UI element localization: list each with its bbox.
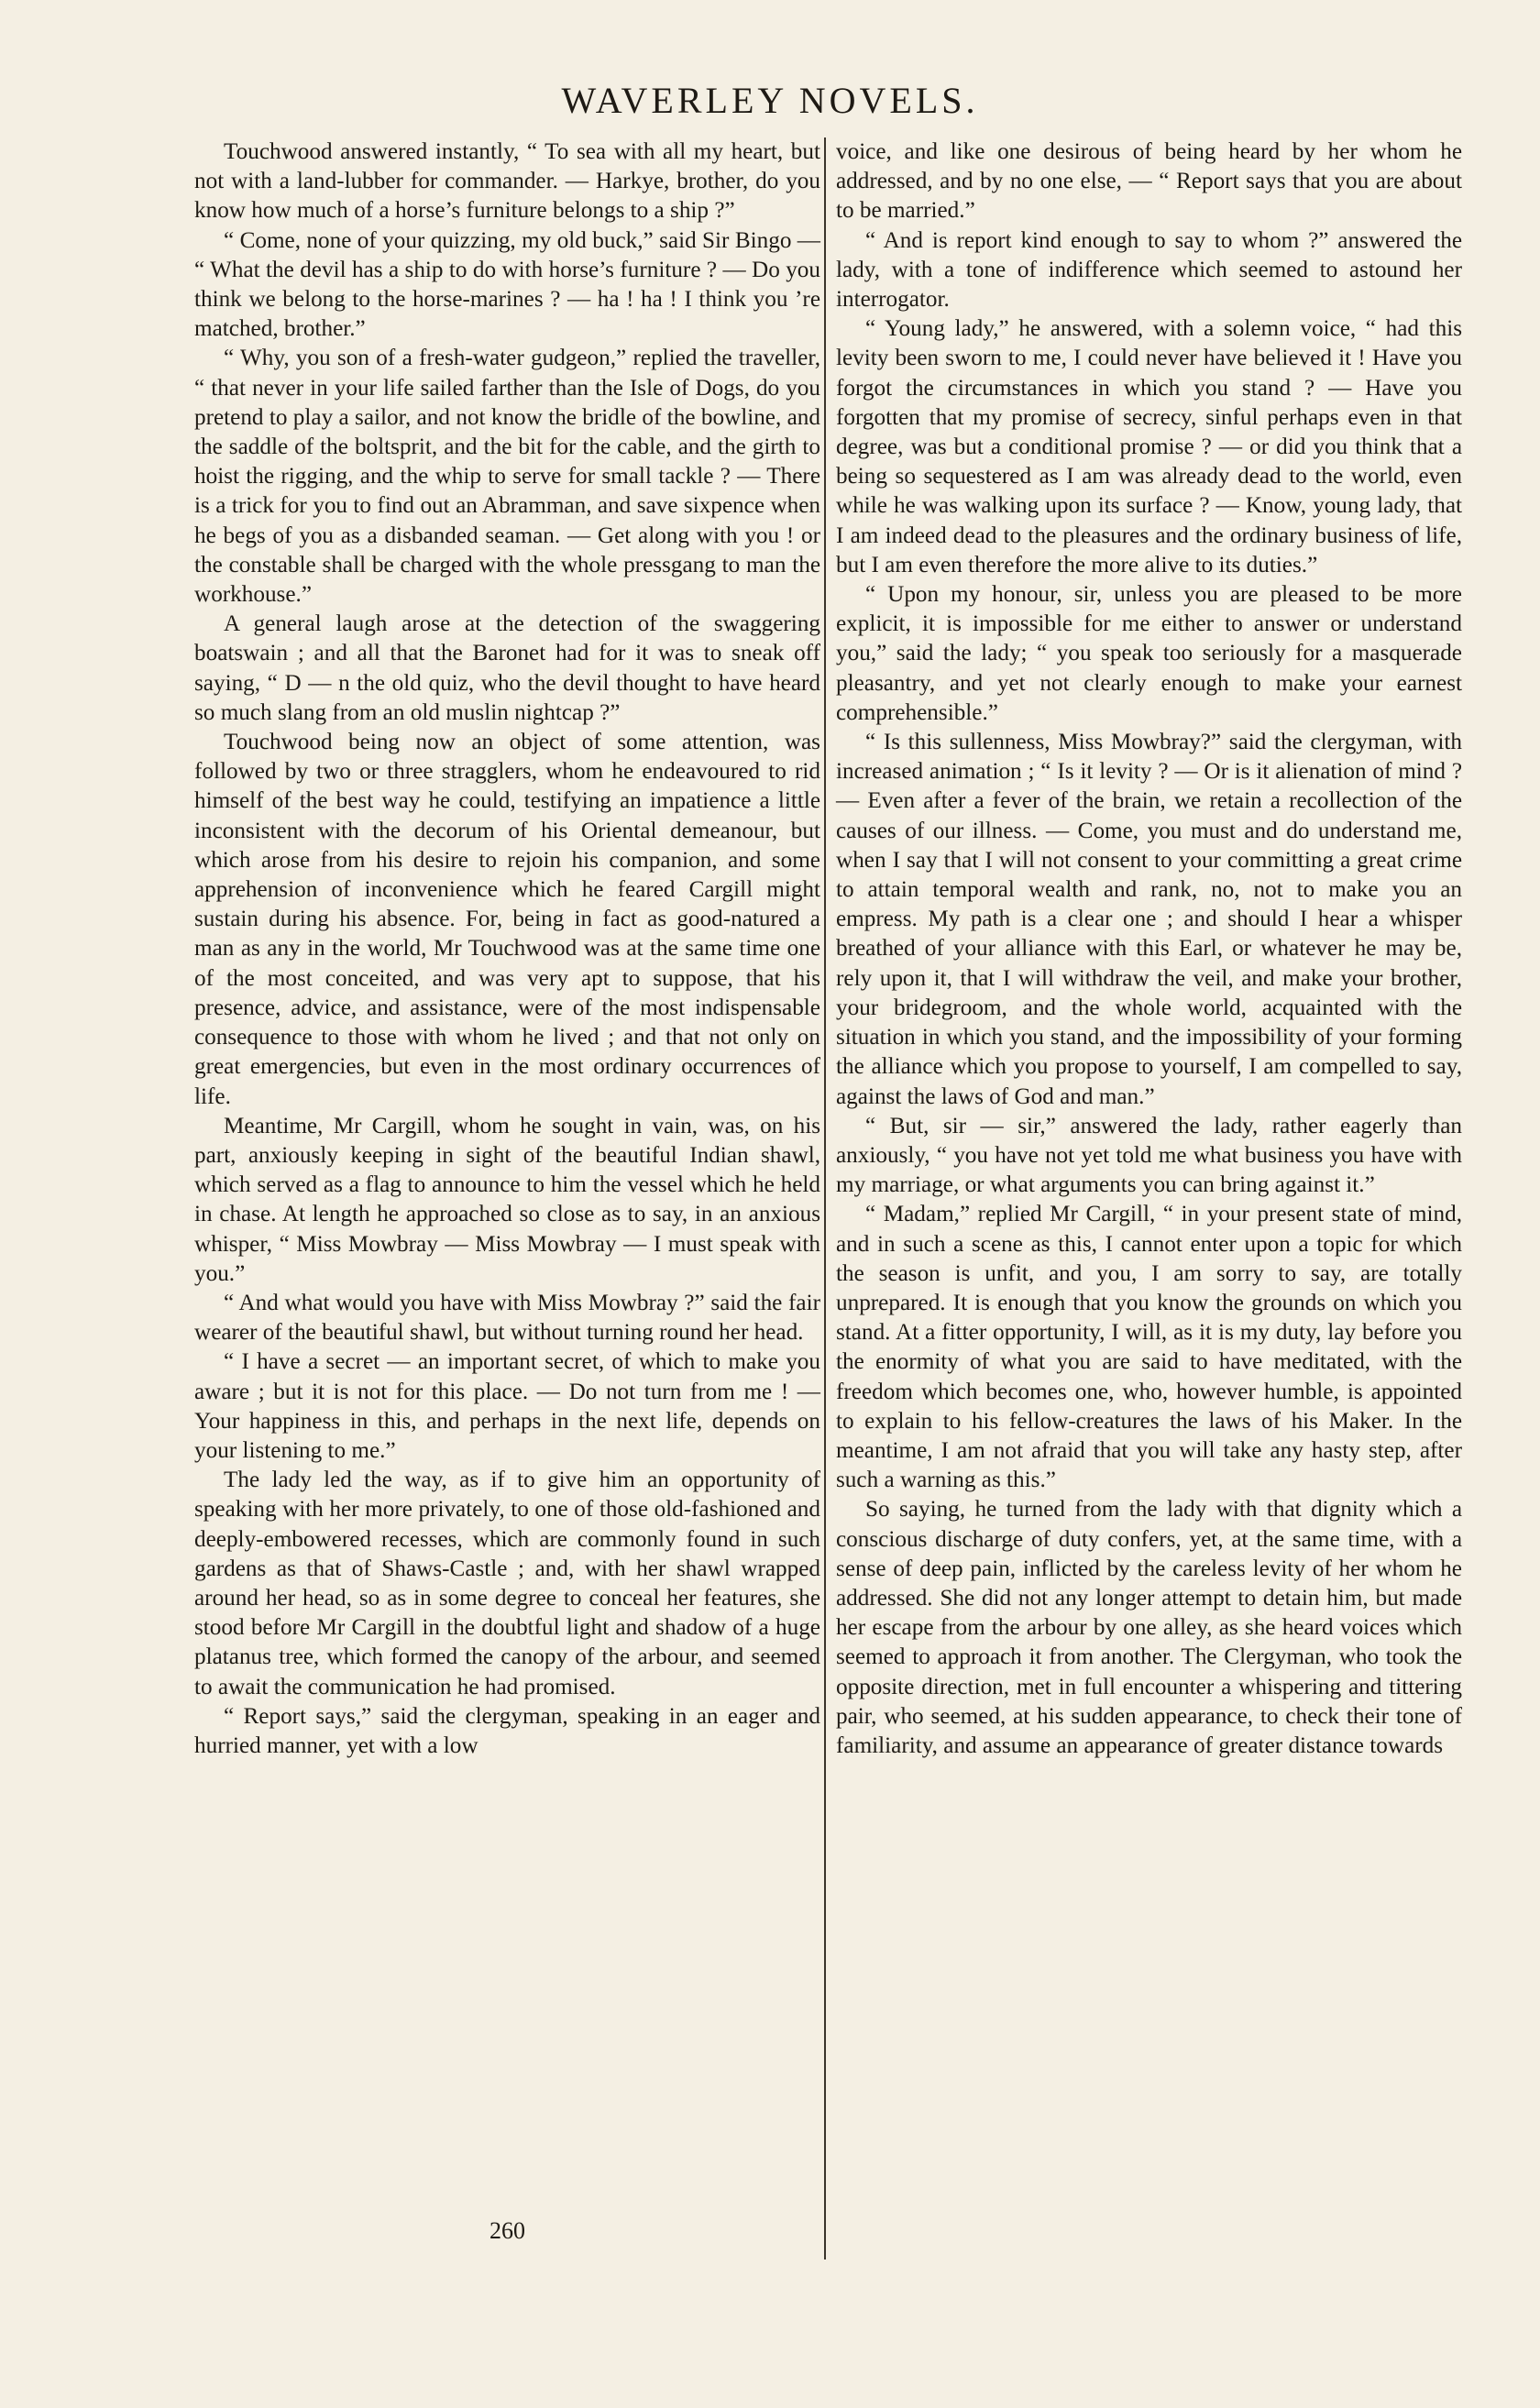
paragraph: So saying, he turned from the lady with that dignity which a conscious discharge of duty confers, yet, at the same time, with a sense of deep pain, inflicted by the careless levity of her whom he addressed. She did not any longer attempt to detain him, but made her escape from the arbour by one alley, as she heard voices which seemed to approach it from another. The Clergyman, who took the opposite direction, met in full encounter a whispering and tittering pair, who seemed, at his sudden appearance, to check their tone of familiarity, and assume an appearance of greater distance towards (836, 1497, 1462, 1758)
paragraph: “ Come, none of your quizzing, my old buck,” said Sir Bingo — “ What the devil has a ship to do with horse’s furniture ? — Do you think we belong to the horse-marines ? — ha ! ha ! I think you ’re matched, brother.” (194, 227, 820, 342)
paragraph: Meantime, Mr Cargill, whom he sought in vain, was, on his part, anxiously keeping in sight of the beautiful Indian shawl, which served as a flag to announce to him the vessel which he held in chase. At length he approached so close as to say, in an anxious whisper, “ Miss Mowbray — Miss Mowbray — I must speak with you.” (194, 1113, 820, 1286)
paragraph: “ And what would you have with Miss Mowbray ?” said the fair wearer of the beautiful shawl, but without turning round her head. (194, 1290, 820, 1346)
page-number: 260 (490, 2217, 525, 2244)
paragraph: “ Why, you son of a fresh-water gudgeon,” replied the traveller, “ that never in your life sailed farther than the Isle of Dogs, do you pretend to play a sailor, and not know the bridle of the bowline, and the saddle of the boltsprit, and the bit for the cable, and the girth to hoist the rigging, and the whip to serve for small tackle ? — There is a trick for you to find out an Abramman, and save sixpence when he begs of you as a disbanded seaman. — Get along with you ! or the constable shall be charged with the whole pressgang to man the workhouse.” (194, 346, 820, 608)
paragraph: Touchwood answered instantly, “ To sea with all my heart, but not with a land-lubber for commander. — Harkye, brother, do you know how much of a horse’s furniture belongs to a ship ?” (194, 139, 820, 224)
paragraph: “ Is this sullenness, Miss Mowbray?” said the clergyman, with increased animation ; “ Is it levity ? — Or is it alienation of mind ? — Even after a fever of the brain, we retain a recollection of the causes of our illness. — Come, you must and do understand me, when I say that I will not consent to your committing a great crime to attain temporal wealth and rank, no, not to make you an empress. My path is a clear one ; and should I hear a whisper breathed of your alliance with this Earl, or whatever he may be, rely upon it, that I will withdraw the veil, and make your brother, your bridegroom, and the whole world, acquainted with the situation in which you stand, and the impossibility of your forming the alliance which you propose to yourself, I am compelled to say, against the laws of God and man.” (836, 730, 1462, 1109)
paragraph: A general laugh arose at the detection of the swaggering boatswain ; and all that the Baronet had for it was to sneak off saying, “ D — n the old quiz, who the devil thought to have heard so much slang from an old muslin nightcap ?” (194, 611, 820, 725)
paragraph-continued: voice, and like one desirous of being heard by her whom he addressed, and by no one else, — “ Report says that you are about to be married.” (836, 139, 1462, 224)
paragraph: “ And is report kind enough to say to whom ?” answered the lady, with a tone of indifference which seemed to astound her interrogator. (836, 227, 1462, 313)
running-title: WAVERLEY NOVELS. (561, 80, 979, 121)
paragraph: “ But, sir — sir,” answered the lady, rather eagerly than anxiously, “ you have not yet told me what business you have with my marriage, or what arguments you can bring against it.” (836, 1113, 1462, 1198)
right-column (836, 137, 1462, 1761)
paragraph: Touchwood being now an object of some attention, was followed by two or three stragglers, whom he endeavoured to rid himself of the best way he could, testifying an impatience a little inconsistent with the decorum of his Oriental demeanour, but which arose from his desire to rejoin his companion, and some apprehension of inconvenience which he feared Cargill might sustain during his absence. For, being in fact as good-natured a man as any in the world, Mr Touchwood was at the same time one of the most conceited, and was very apt to suppose, that his presence, advice, and assistance, were of the most indispensable consequence to those with whom he lived ; and that not only on great emergencies, but even in the most ordinary occurrences of life. (194, 730, 820, 1109)
left-column (194, 137, 820, 1761)
paragraph: “ I have a secret — an important secret, of which to make you aware ; but it is not for this place. — Do not turn from me ! — Your happiness in this, and perhaps in the next life, depends on your listening to me.” (194, 1349, 820, 1463)
column-divider (824, 137, 826, 2260)
paragraph: “ Report says,” said the clergyman, speaking in an eager and hurried manner, yet with a low (194, 1703, 820, 1758)
paragraph: The lady led the way, as if to give him an opportunity of speaking with her more privately, to one of those old-fashioned and deeply-embowered recesses, which are commonly found in such gardens as that of Shaws-Castle ; and, with her shawl wrapped around her head, so as in some degree to conceal her features, she stood before Mr Cargill in the doubtful light and shadow of a huge platanus tree, which formed the canopy of the arbour, and seemed to await the communication he had promised. (194, 1468, 820, 1699)
paragraph: “ Young lady,” he answered, with a solemn voice, “ had this levity been sworn to me, I could never have believed it ! Have you forgot the circumstances in which you stand ? — Have you forgotten that my promise of secrecy, sinful perhaps even in that degree, was but a conditional promise ? — or did you think that a being so sequestered as I am was already dead to the world, even while he was walking upon its surface ? — Know, young lady, that I am indeed dead to the pleasures and the ordinary business of life, but I am even therefore the more alive to its duties.” (836, 316, 1462, 577)
paragraph: “ Madam,” replied Mr Cargill, “ in your present state of mind, and in such a scene as this, I cannot enter upon a topic for which the season is unfit, and you, I am sorry to say, are totally unprepared. It is enough that you know the grounds on which you stand. At a fitter opportunity, I will, as it is my duty, lay before you the enormity of what you are said to have meditated, with the freedom which becomes one, who, however humble, is appointed to explain to his fellow-creatures the laws of his Maker. In the meantime, I am not afraid that you will take any hasty step, after such a warning as this.” (836, 1202, 1462, 1493)
paragraph: “ Upon my honour, sir, unless you are pleased to be more explicit, it is impossible for me either to answer or understand you,” said the lady; “ you speak too seriously for a masquerade pleasantry, and yet not clearly enough to make your earnest comprehensible.” (836, 582, 1462, 725)
